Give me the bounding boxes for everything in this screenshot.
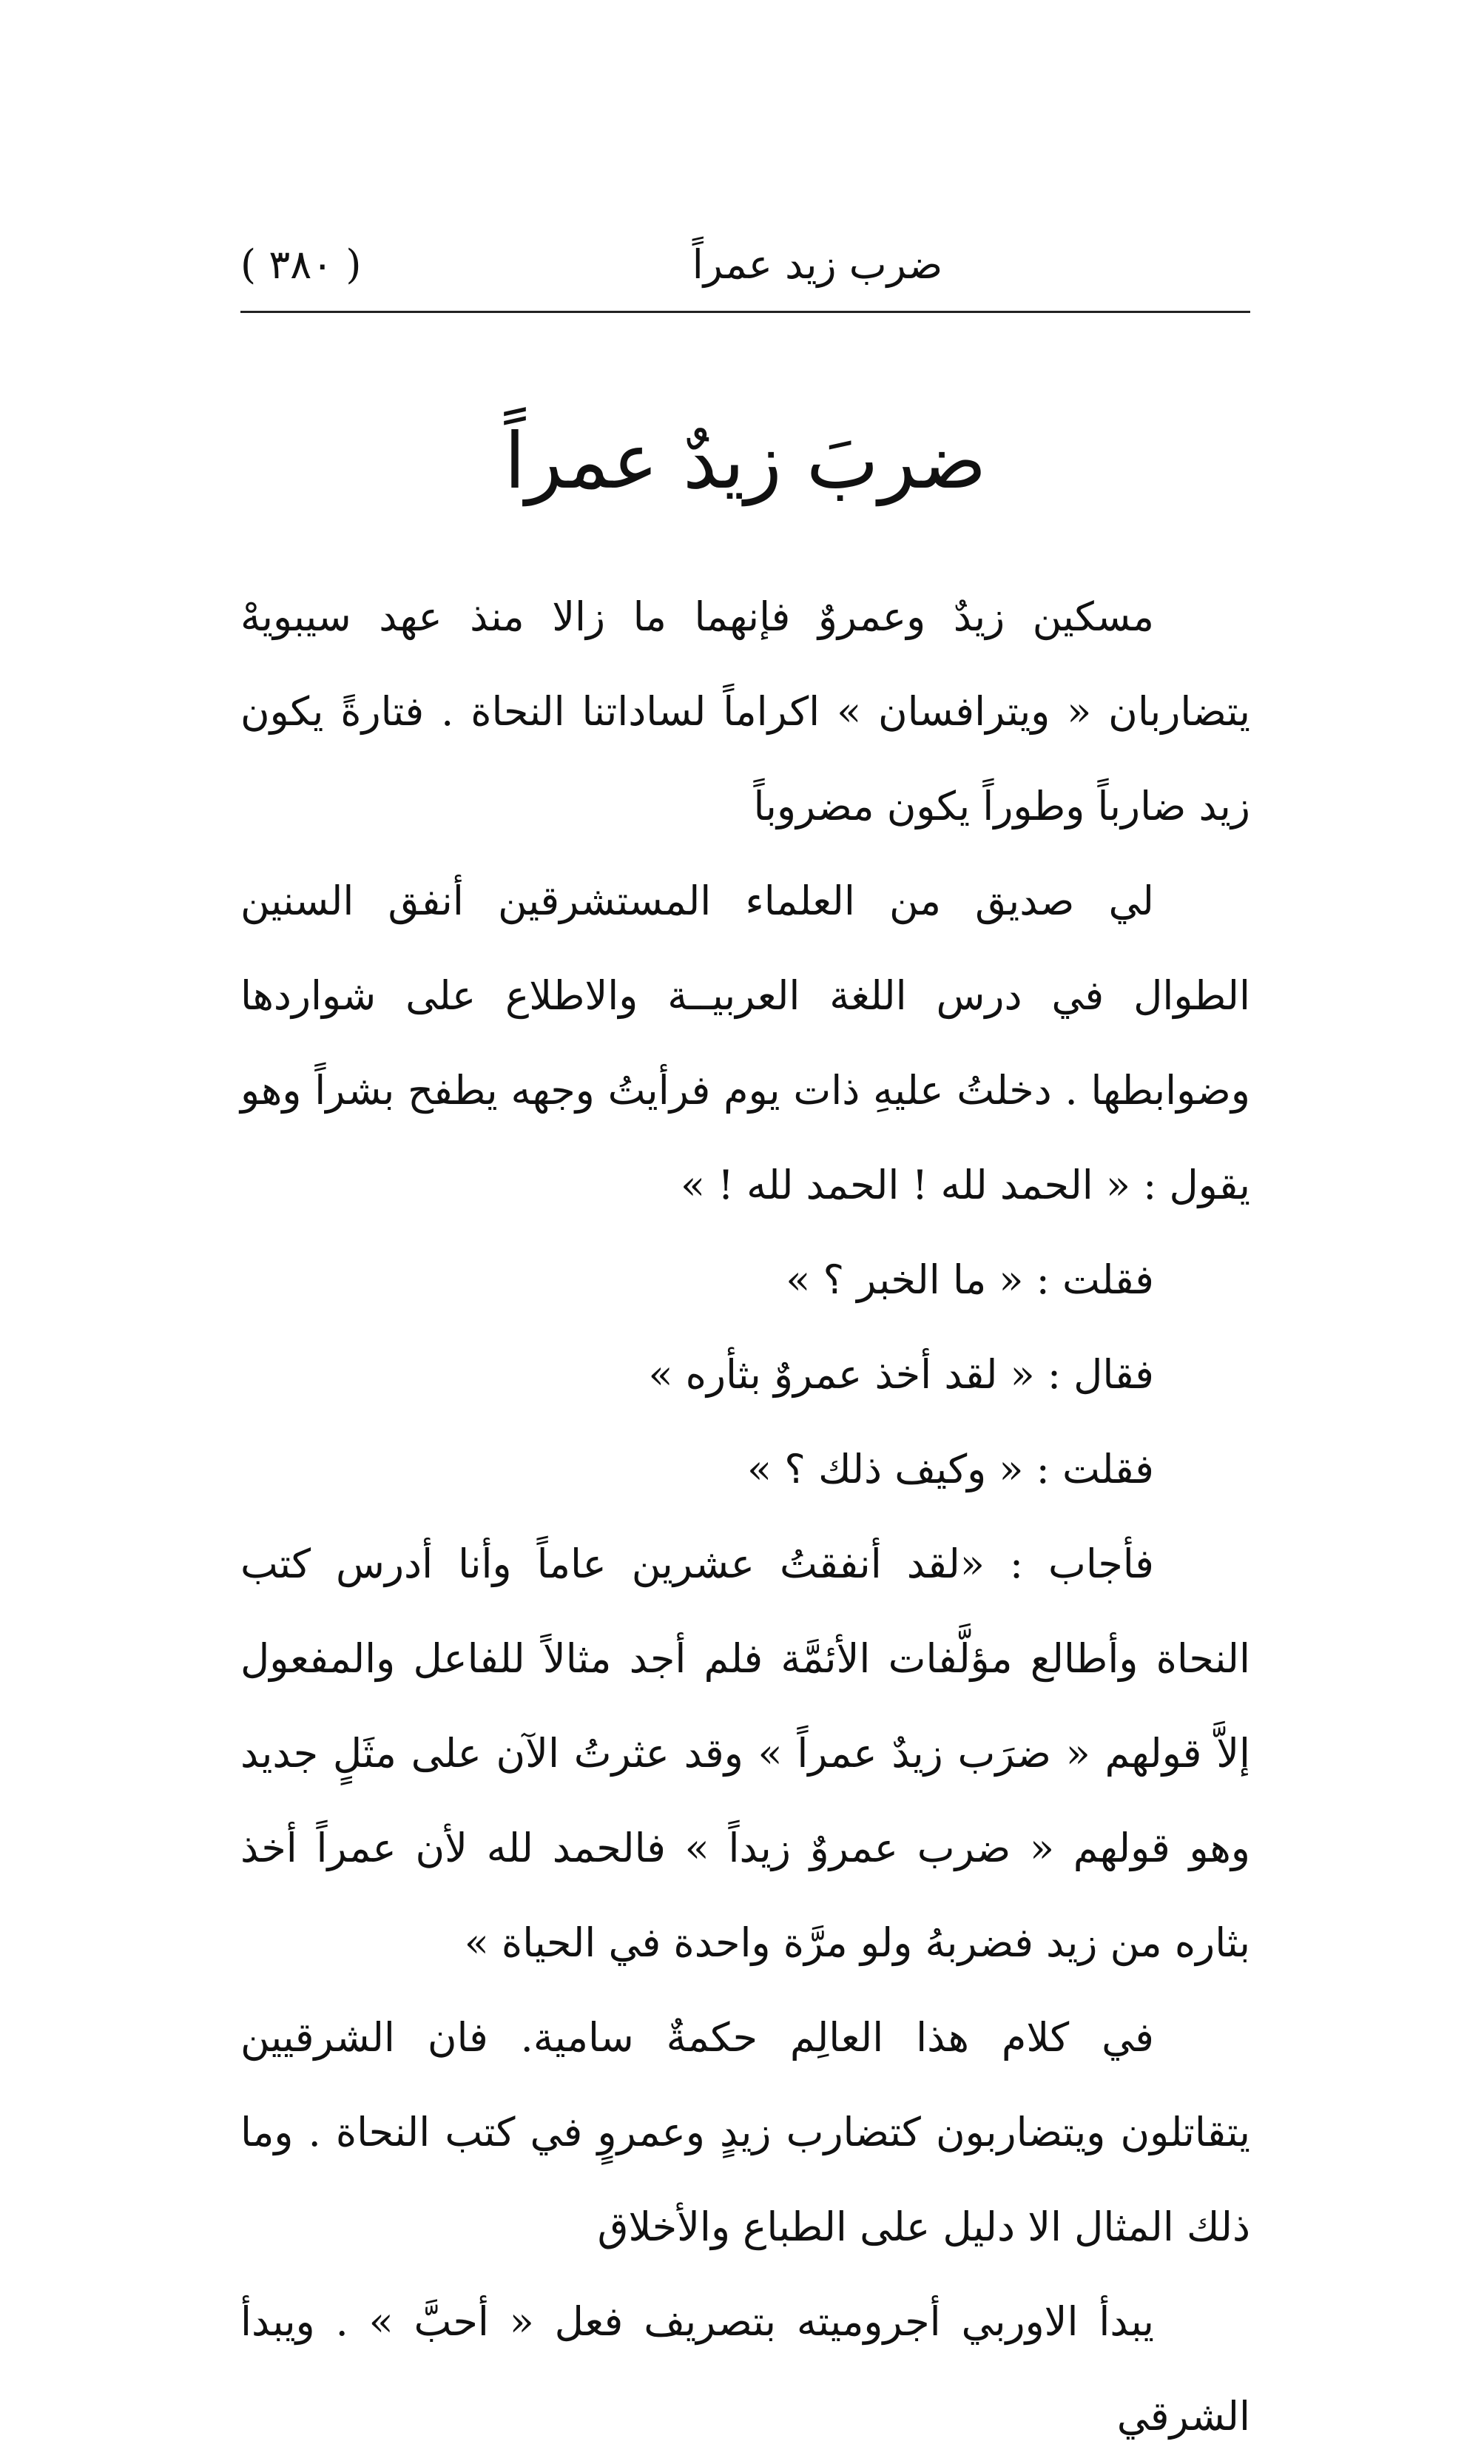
- dialogue-line-1: فقلت : « ما الخبر ؟ »: [786, 1256, 1154, 1303]
- chapter-title: ضربَ زيدٌ عمراً: [504, 416, 987, 506]
- paragraph-3: فأجاب : «لقد أنفقتُ عشرين عاماً وأنا أدرس كتب النحاة وأطالع مؤلَّفات الأئمَّة فلم أجد مثالاً للفاعل والمفعول إلاَّ قولهم « ضرَب زيدٌ عمراً » وقد عثرتُ الآن على مثَلٍ جديد وهو قولهم « ضرب عمروٌ زيداً » فالحمد لله لأن عمراً أخذ بثاره من زيد فضربهُ ولو مرَّة واحدة في الحياة »: [240, 1541, 1250, 1966]
- body-text: [240, 570, 1250, 2464]
- paragraph-1: مسكين زيدٌ وعمروٌ فإنهما ما زالا منذ عهد سيبويهْ يتضاربان « ويترافسان » اكراماً لساداتنا النحاة . فتارةً يكون زيد ضارباً وطوراً يكون مضروباً: [240, 593, 1250, 829]
- paragraph-5: يبدأ الاوربي أجروميته بتصريف فعل « أحبَّ » . ويبدأ الشرقي: [240, 2298, 1250, 2440]
- dialogue-line-3: فقلت : « وكيف ذلك ؟ »: [747, 1446, 1154, 1492]
- dialogue-line-2: فقال : « لقد أخذ عمروٌ بثأره »: [648, 1351, 1154, 1398]
- paragraph-2: لي صديق من العلماء المستشرقين أنفق السنين الطوال في درس اللغة العربيــة والاطلاع على شواردها وضوابطها . دخلتُ عليهِ ذات يوم فرأيتُ وجهه يطفح بشراً وهو يقول : « الحمد لله ! الحمد لله ! »: [240, 878, 1250, 1208]
- paragraph-4: في كلام هذا العالِم حكمةٌ سامية. فان الشرقيين يتقاتلون ويتضاربون كتضارب زيدٍ وعمروٍ في كتب النحاة . وما ذلك المثال الا دليل على الطباع والأخلاق: [240, 2014, 1250, 2250]
- running-header: [240, 235, 1250, 294]
- page-number: ( ٣٨٠ ): [240, 241, 362, 288]
- running-title: ضرب زيد عمراً: [692, 241, 943, 288]
- header-divider: [240, 311, 1250, 313]
